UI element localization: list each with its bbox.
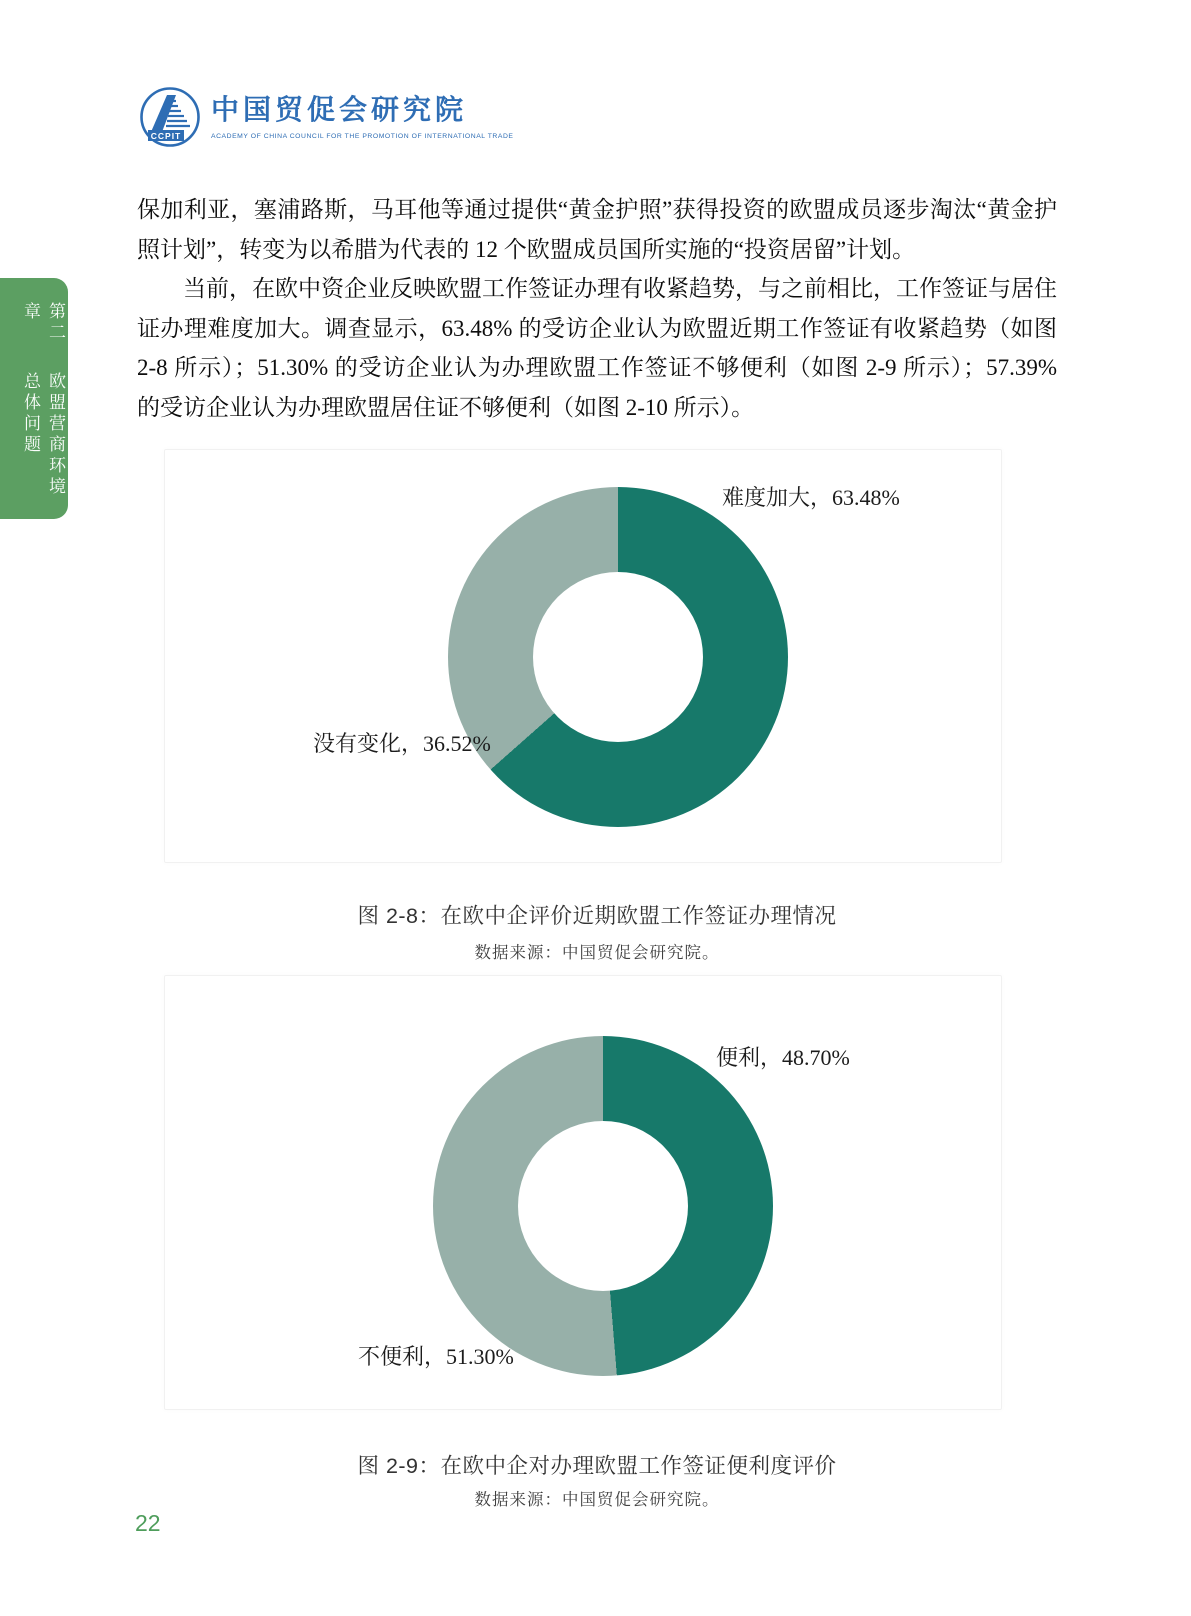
slice-label-inconvenient: 不便利，51.30% bbox=[358, 1344, 514, 1369]
body-text bbox=[137, 190, 1057, 427]
ccpit-logo bbox=[138, 86, 514, 150]
paragraph-1: 保加利亚，塞浦路斯，马耳他等通过提供“黄金护照”获得投资的欧盟成员逐步淘汰“黄金护照计划”，转变为以希腊为代表的 12 个欧盟成员国所实施的“投资居留”计划。 bbox=[137, 197, 1057, 262]
chapter-tab bbox=[0, 278, 68, 519]
paragraph-2: 当前，在欧中资企业反映欧盟工作签证办理有收紧趋势，与之前相比，工作签证与居住证办理难度加大。调查显示，63.48% 的受访企业认为欧盟近期工作签证有收紧趋势（如图 2-8 所示）；51.30% 的受访企业认为办理欧盟工作签证不够便利（如图 2-9 所示）；57.39% 的受访企业认为办理欧盟居住证不够便利（如图 2-10 所示）。 bbox=[137, 276, 1057, 420]
chapter-label: 第二章 bbox=[21, 302, 65, 344]
ccpit-badge-text: CCPIT bbox=[150, 131, 182, 141]
donut-hole bbox=[518, 1121, 688, 1291]
slice-label-no-change: 没有变化，36.52% bbox=[313, 731, 491, 756]
chapter-title: 欧盟营商环境总体问题 bbox=[21, 372, 65, 499]
org-name-en: ACADEMY OF CHINA COUNCIL FOR THE PROMOTION OF INTERNATIONAL TRADE bbox=[211, 133, 514, 140]
page-number: 22 bbox=[135, 1510, 161, 1536]
org-name-cn: 中国贸促会研究院 bbox=[211, 95, 468, 126]
figure-caption-2-8: 图 2-8：在欧中企评价近期欧盟工作签证办理情况 bbox=[357, 904, 837, 928]
slice-label-convenient: 便利，48.70% bbox=[716, 1045, 850, 1070]
donut-chart-figure-2-9 bbox=[433, 1036, 773, 1376]
donut-hole bbox=[533, 572, 703, 742]
figure-caption-2-9: 图 2-9：在欧中企对办理欧盟工作签证便利度评价 bbox=[357, 1454, 837, 1478]
data-source-2-8: 数据来源：中国贸促会研究院。 bbox=[474, 943, 720, 962]
ccpit-logo-icon bbox=[138, 86, 202, 150]
slice-label-difficulty-increased: 难度加大，63.48% bbox=[722, 485, 900, 510]
donut-chart-figure-2-8 bbox=[448, 487, 788, 827]
data-source-2-9: 数据来源：中国贸促会研究院。 bbox=[474, 1490, 720, 1509]
logo-text bbox=[211, 86, 514, 140]
